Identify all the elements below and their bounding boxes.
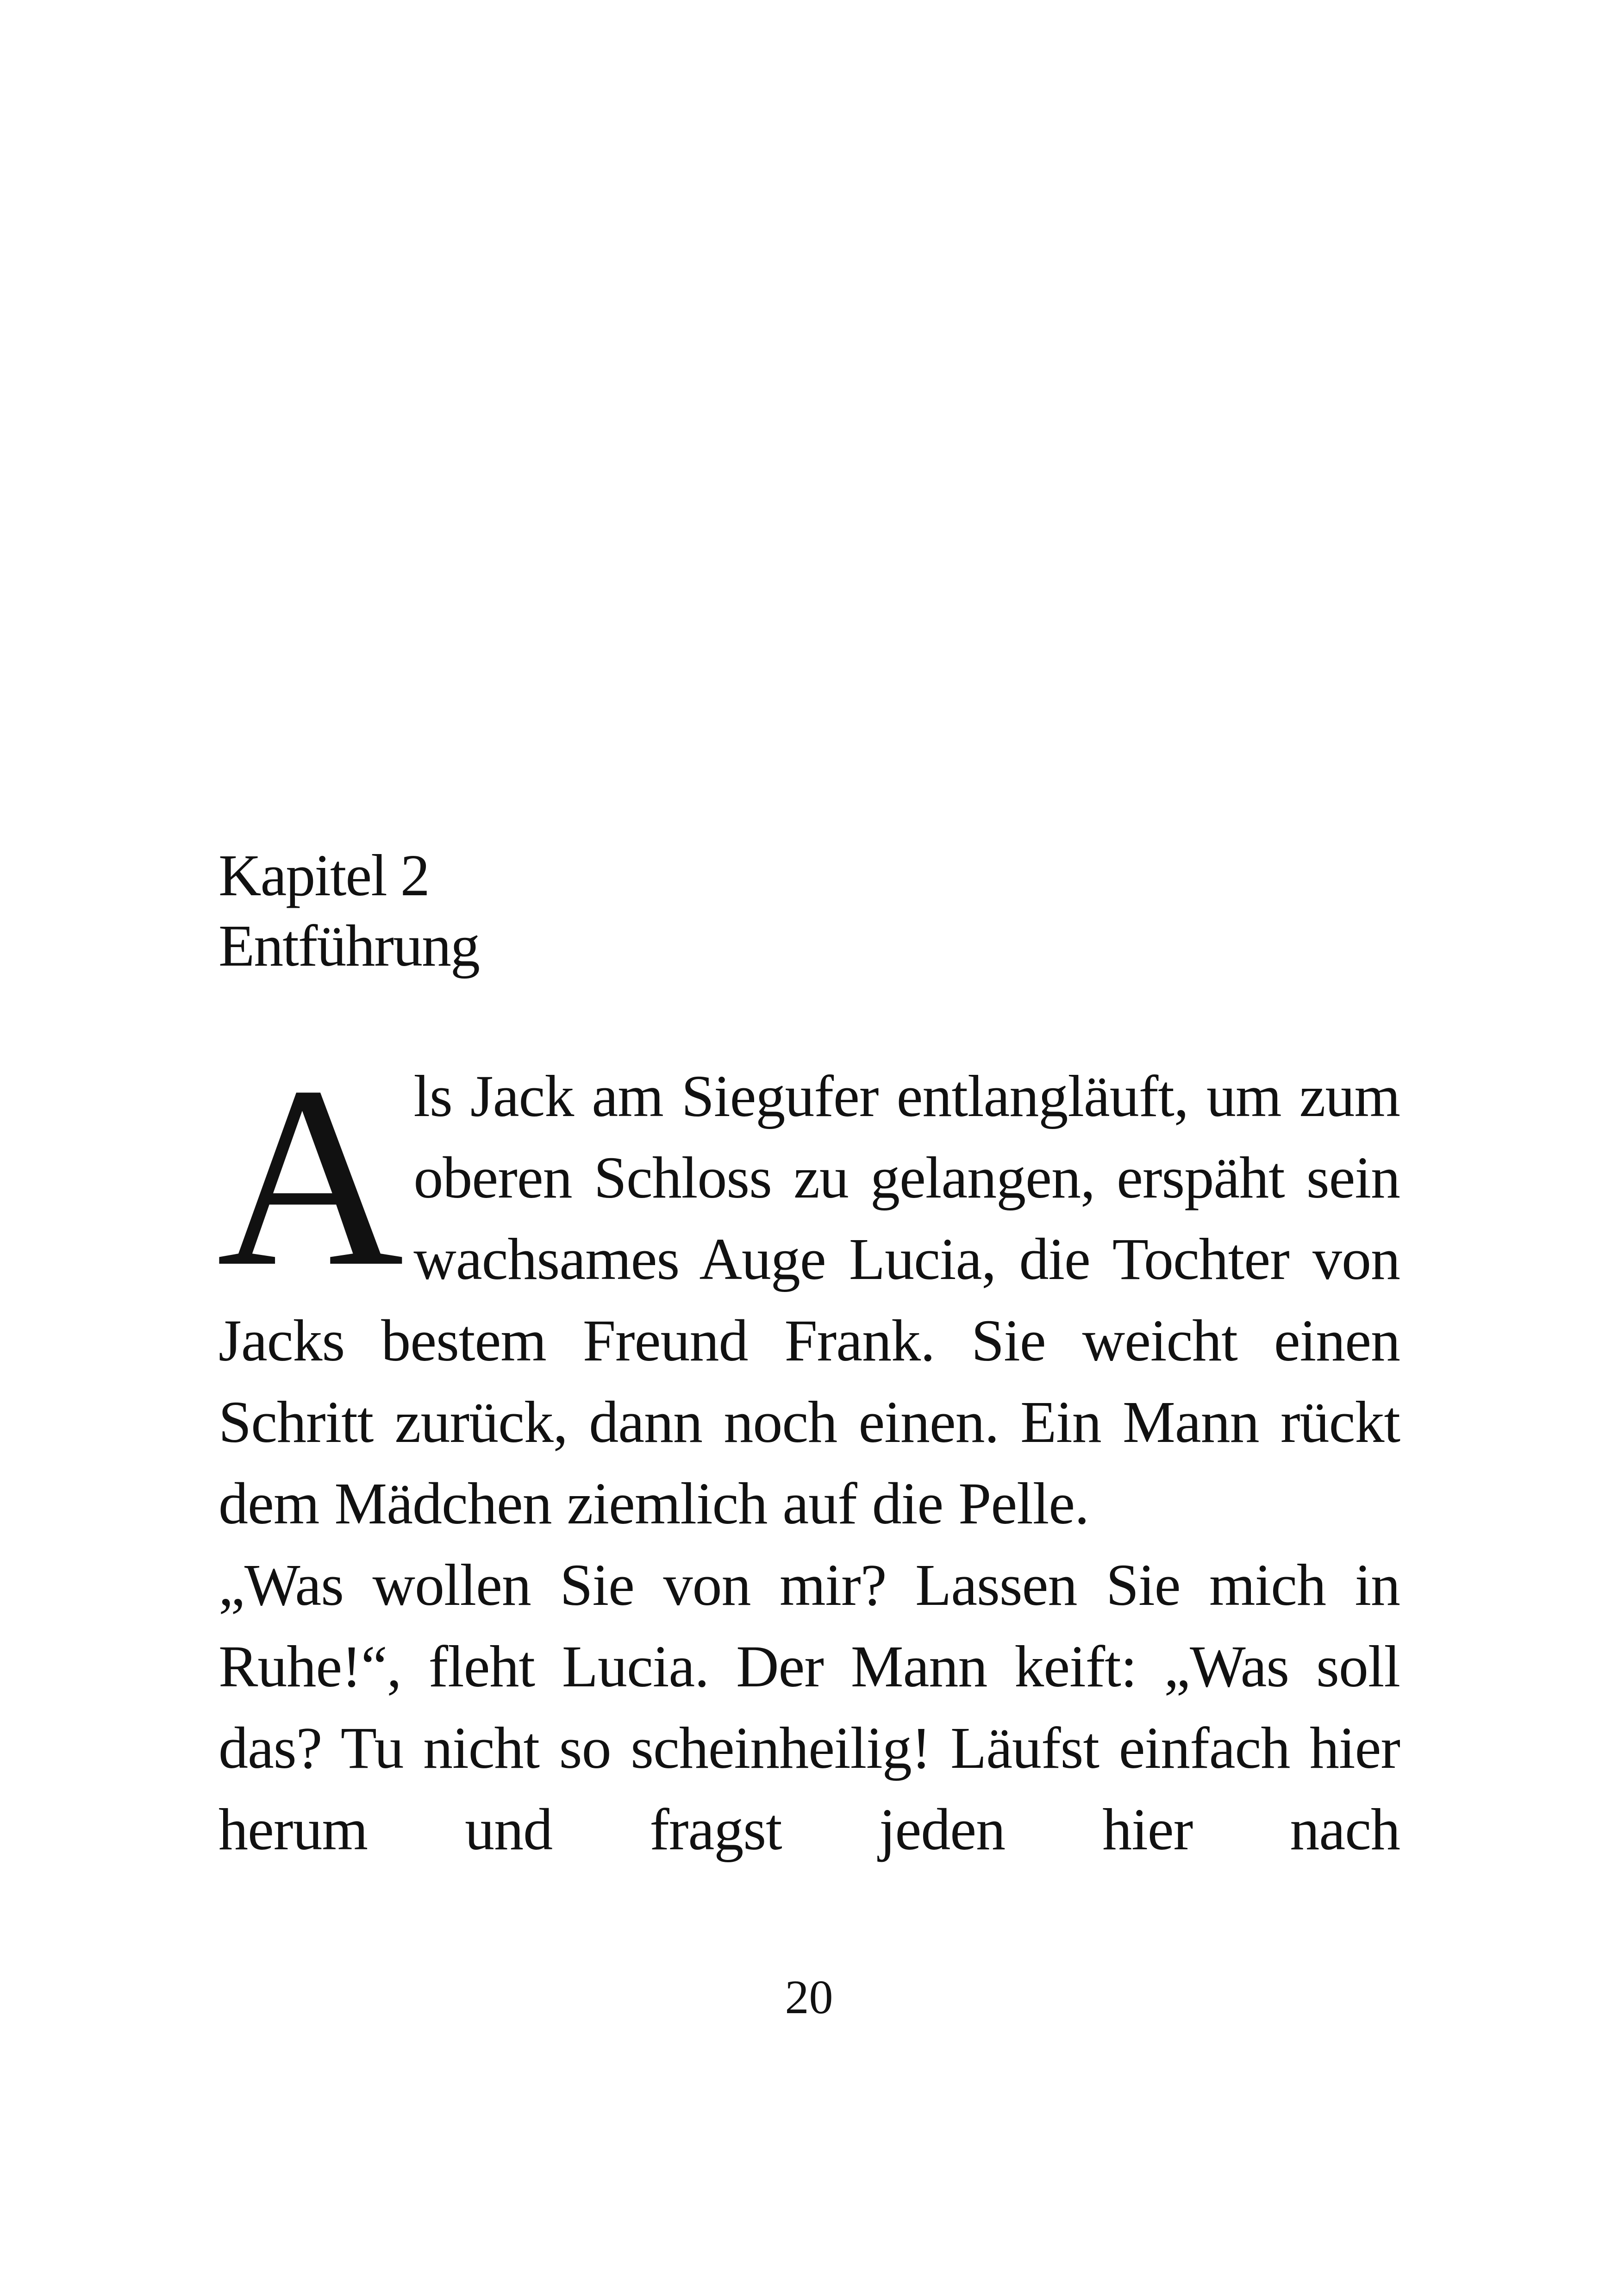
paragraph-2-text: „Was wollen Sie von mir? Lassen Sie mich in Ruhe!“, fleht Lucia. Der Mann keift: „Was soll das? Tu nicht so scheinheilig! Läufst einfach hier herum und fragst jeden hier nach xyxy=(219,1552,1400,1862)
chapter-heading xyxy=(219,840,479,981)
drop-cap: A xyxy=(217,1033,404,1320)
page-number: 20 xyxy=(785,1971,833,2024)
chapter-body xyxy=(217,1033,1400,1870)
paragraph-2 xyxy=(219,1544,1400,1870)
paragraph-1 xyxy=(217,1033,1400,1544)
paragraph-1-text: ls Jack am Siegufer entlangläuft, um zum oberen Schloss zu gelangen, erspäht sein wachsames Auge Lucia, die Tochter von Jacks bestem Freund Frank. Sie weicht einen Schritt zurück, dann noch einen. Ein Mann rückt dem Mädchen ziemlich auf die Pelle. xyxy=(219,1063,1400,1536)
chapter-title: Entführung xyxy=(219,913,479,979)
chapter-number: Kapitel 2 xyxy=(219,842,429,908)
